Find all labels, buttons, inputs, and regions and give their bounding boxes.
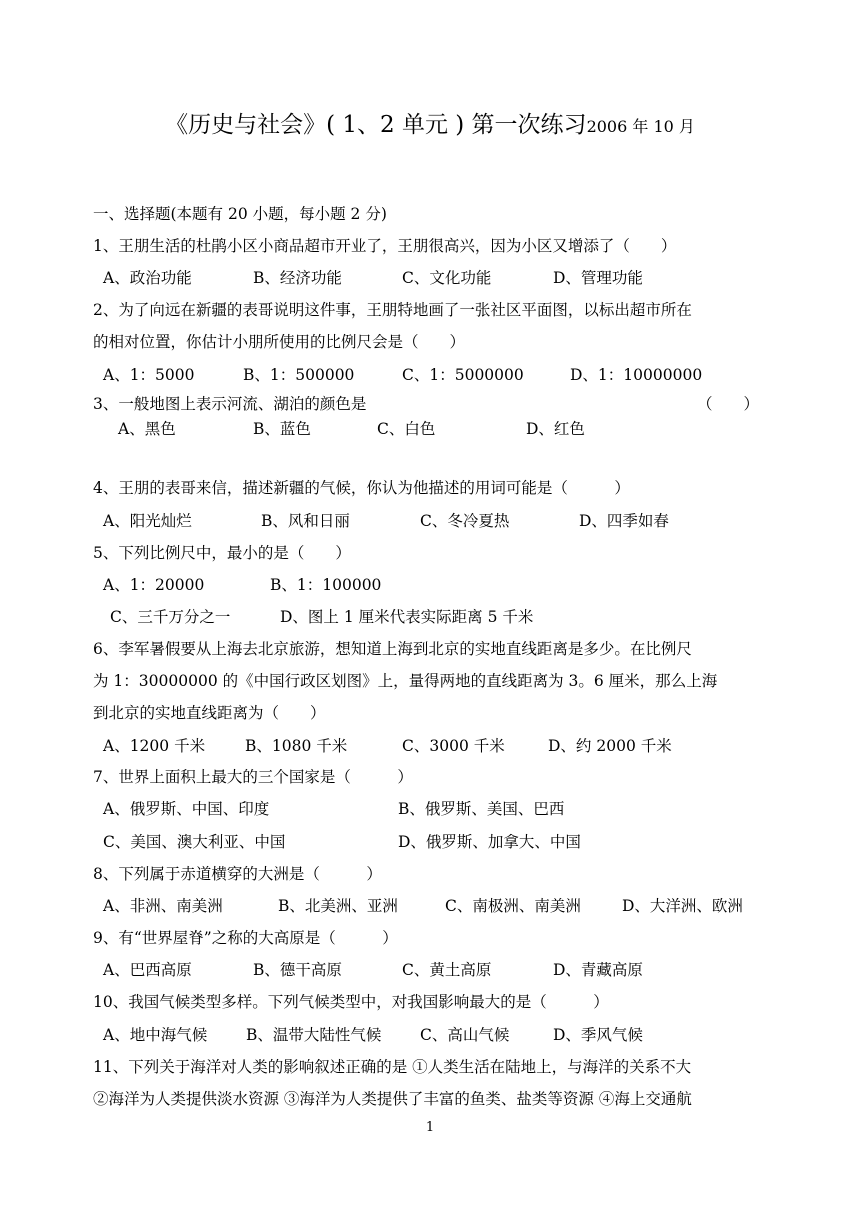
question-3: 3、一般地图上表示河流、湖泊的颜色是 <box>93 395 367 413</box>
q10-option-c: C、高山气候 <box>420 1026 510 1044</box>
q4-option-b: B、风和日丽 <box>261 512 350 530</box>
q9-option-c: C、黄土高原 <box>402 961 492 979</box>
question-9: 9、有“世界屋脊”之称的大高原是（ ） <box>93 929 398 947</box>
q9-option-a: A、巴西高原 <box>103 961 192 979</box>
question-8: 8、下列属于赤道横穿的大洲是（ ） <box>93 865 382 883</box>
question-1: 1、王朋生活的杜鹃小区小商品超市开业了，王朋很高兴，因为小区又增添了（ ） <box>93 237 677 255</box>
question-2-line-1: 2、为了向远在新疆的表哥说明这件事，王朋特地画了一张社区平面图，以标出超市所在 <box>93 301 692 319</box>
q1-option-b: B、经济功能 <box>253 269 342 287</box>
section-heading: 一、选择题(本题有 20 小题，每小题 2 分) <box>93 205 387 223</box>
q7-option-b: B、俄罗斯、美国、巴西 <box>398 800 565 818</box>
q4-option-d: D、四季如春 <box>579 512 669 530</box>
q4-option-a: A、阳光灿烂 <box>103 512 192 530</box>
question-4: 4、王朋的表哥来信，描述新疆的气候，你认为他描述的用词可能是（ ） <box>93 479 630 497</box>
question-7: 7、世界上面积上最大的三个国家是（ ） <box>93 768 413 786</box>
q2-option-a: A、1：5000 <box>103 366 195 384</box>
q6-option-c: C、3000 千米 <box>402 737 505 755</box>
question-11-line-1: 11、下列关于海洋对人类的影响叙述正确的是 ①人类生活在陆地上，与海洋的关系不大 <box>93 1058 692 1076</box>
title-main: 《历史与社会》( 1、2 单元 ) 第一次练习 <box>165 112 587 138</box>
q7-option-a: A、俄罗斯、中国、印度 <box>103 800 270 818</box>
question-2-line-2: 的相对位置，你估计小朋所使用的比例尺会是（ ） <box>93 333 466 351</box>
q2-option-b: B、1：500000 <box>243 366 355 384</box>
q8-option-b: B、北美洲、亚洲 <box>278 897 398 915</box>
document-title <box>0 106 860 139</box>
q1-option-d: D、管理功能 <box>553 269 643 287</box>
q5-option-d: D、图上 1 厘米代表实际距离 5 千米 <box>280 608 534 626</box>
q6-option-b: B、1080 千米 <box>245 737 348 755</box>
q7-option-c: C、美国、澳大利亚、中国 <box>103 833 286 851</box>
q8-option-c: C、南极洲、南美洲 <box>445 897 581 915</box>
page-number: 1 <box>425 1120 435 1135</box>
q8-option-a: A、非洲、南美洲 <box>103 897 223 915</box>
q1-option-a: A、政治功能 <box>103 269 192 287</box>
q10-option-a: A、地中海气候 <box>103 1026 208 1044</box>
question-10: 10、我国气候类型多样。下列气候类型中，对我国影响最大的是（ ） <box>93 993 609 1011</box>
q3-option-b: B、蓝色 <box>253 420 311 438</box>
q7-option-d: D、俄罗斯、加拿大、中国 <box>398 833 581 851</box>
question-6-line-1: 6、李军暑假要从上海去北京旅游，想知道上海到北京的实地直线距离是多少。在比例尺 <box>93 640 692 658</box>
question-5: 5、下列比例尺中，最小的是（ ） <box>93 544 351 562</box>
q9-option-b: B、德干高原 <box>253 961 342 979</box>
q6-option-a: A、1200 千米 <box>103 737 206 755</box>
q2-option-d: D、1：10000000 <box>570 366 703 384</box>
q3-option-c: C、白色 <box>377 420 436 438</box>
q3-answer-paren: （ ） <box>697 395 760 413</box>
q3-option-d: D、红色 <box>526 420 585 438</box>
q1-option-c: C、文化功能 <box>402 269 492 287</box>
q6-option-d: D、约 2000 千米 <box>548 737 672 755</box>
q2-option-c: C、1：5000000 <box>402 366 524 384</box>
q10-option-b: B、温带大陆性气候 <box>246 1026 382 1044</box>
question-11-line-2: ②海洋为人类提供淡水资源 ③海洋为人类提供了丰富的鱼类、盐类等资源 ④海上交通航 <box>93 1090 692 1108</box>
q5-option-c: C、三千万分之一 <box>110 608 231 626</box>
q9-option-d: D、青藏高原 <box>553 961 643 979</box>
q5-option-b: B、1：100000 <box>270 576 382 594</box>
q8-option-d: D、大洋洲、欧洲 <box>622 897 743 915</box>
q5-option-a: A、1：20000 <box>103 576 205 594</box>
question-6-line-2: 为 1：30000000 的《中国行政区划图》上，量得两地的直线距离为 3。6 厘米，那么上海 <box>93 672 718 690</box>
title-date: 2006 年 10 月 <box>586 117 695 136</box>
q10-option-d: D、季风气候 <box>553 1026 643 1044</box>
q3-option-a: A、黑色 <box>118 420 176 438</box>
q4-option-c: C、冬冷夏热 <box>420 512 510 530</box>
question-6-line-3: 到北京的实地直线距离为（ ） <box>93 704 326 722</box>
